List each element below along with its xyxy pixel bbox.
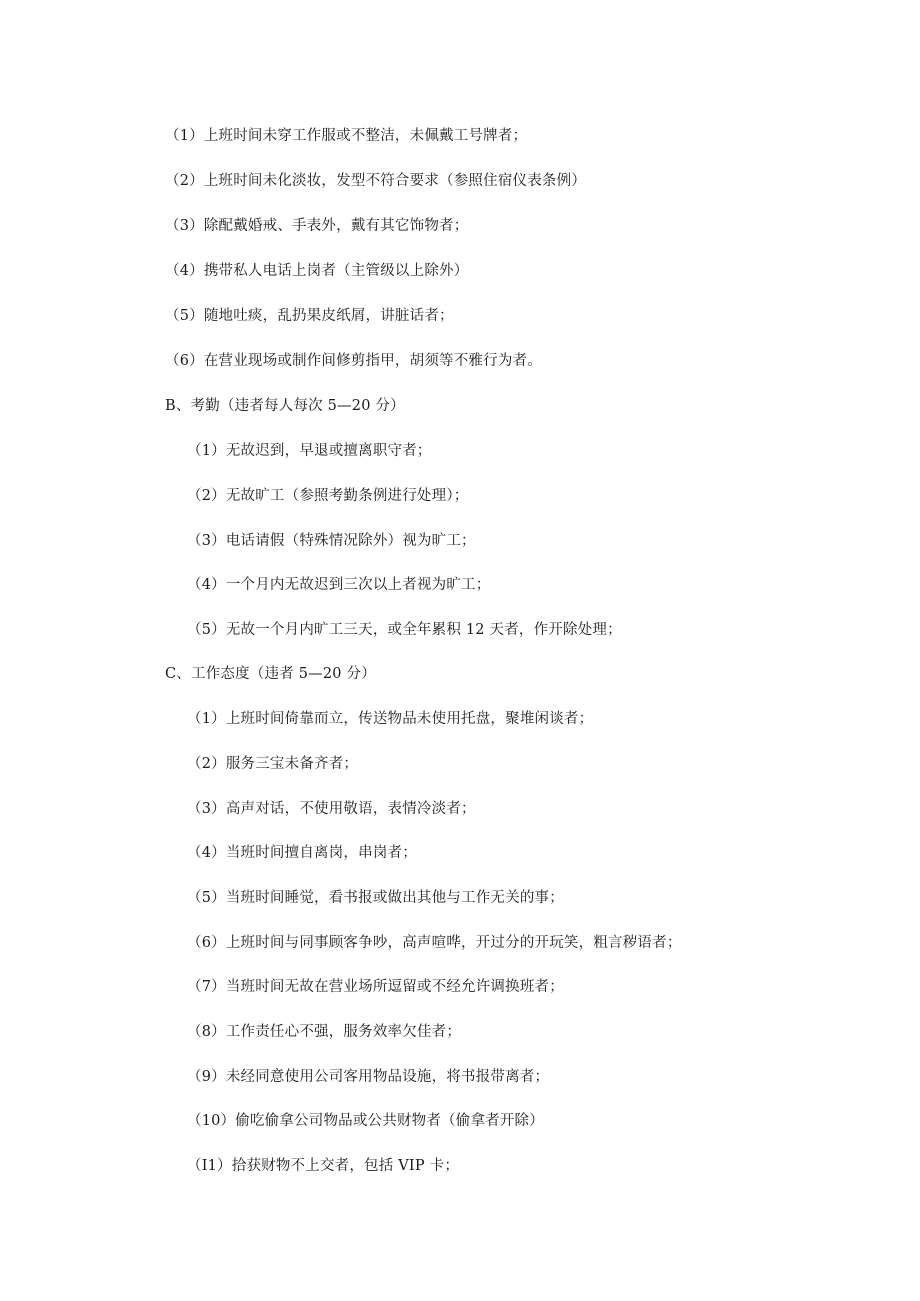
work-attitude-item: （4）当班时间擅自离岗，串岗者； <box>187 845 417 861</box>
work-attitude-item: （5）当班时间睡觉，看书报或做出其他与工作无关的事； <box>187 890 564 906</box>
work-attitude-item: （7）当班时间无故在营业场所逗留或不经允许调换班者； <box>187 979 564 995</box>
section-heading-attendance: B、考勤（违者每人每次 5—20 分） <box>165 398 405 414</box>
work-attitude-item: （3）高声对话，不使用敬语，表情冷淡者； <box>187 801 476 817</box>
work-attitude-item: （9）未经同意使用公司客用物品设施，将书报带离者； <box>187 1069 550 1085</box>
attendance-item: （2）无故旷工（参照考勤条例进行处理）； <box>187 488 469 504</box>
rule-item: （4）携带私人电话上岗者（主管级以上除外） <box>165 263 469 279</box>
work-attitude-item: （10）偷吃偷拿公司物品或公共财物者（偷拿者开除） <box>187 1113 544 1129</box>
work-attitude-item: （2）服务三宝未备齐者； <box>187 756 359 772</box>
work-attitude-item: （8）工作责任心不强，服务效率欠佳者； <box>187 1024 462 1040</box>
rule-item: （5）随地吐痰，乱扔果皮纸屑，讲脏话者； <box>165 308 454 324</box>
work-attitude-item: （I1）拾获财物不上交者，包括 VIP 卡； <box>187 1158 460 1174</box>
attendance-item: （4）一个月内无故迟到三次以上者视为旷工； <box>187 577 491 593</box>
rule-item: （1）上班时间未穿工作服或不整洁，未佩戴工号牌者； <box>165 128 528 144</box>
rule-item: （2）上班时间未化淡妆，发型不符合要求（参照住宿仪表条例） <box>165 173 587 189</box>
attendance-item: （3）电话请假（特殊情况除外）视为旷工； <box>187 533 476 549</box>
work-attitude-item: （6）上班时间与同事顾客争吵，高声喧哗，开过分的开玩笑，粗言秽语者； <box>187 935 682 951</box>
attendance-item: （5）无故一个月内旷工三天，或全年累积 12 天者，作开除处理； <box>187 622 622 638</box>
attendance-item: （1）无故迟到，早退或擅离职守者； <box>187 443 432 459</box>
rule-item: （3）除配戴婚戒、手表外，戴有其它饰物者； <box>165 218 469 234</box>
work-attitude-item: （1）上班时间倚靠而立，传送物品未使用托盘，聚堆闲谈者； <box>187 711 594 727</box>
section-heading-work-attitude: C、工作态度（违者 5—20 分） <box>165 666 376 682</box>
rule-item: （6）在营业现场或制作间修剪指甲，胡须等不雅行为者。 <box>165 353 542 369</box>
